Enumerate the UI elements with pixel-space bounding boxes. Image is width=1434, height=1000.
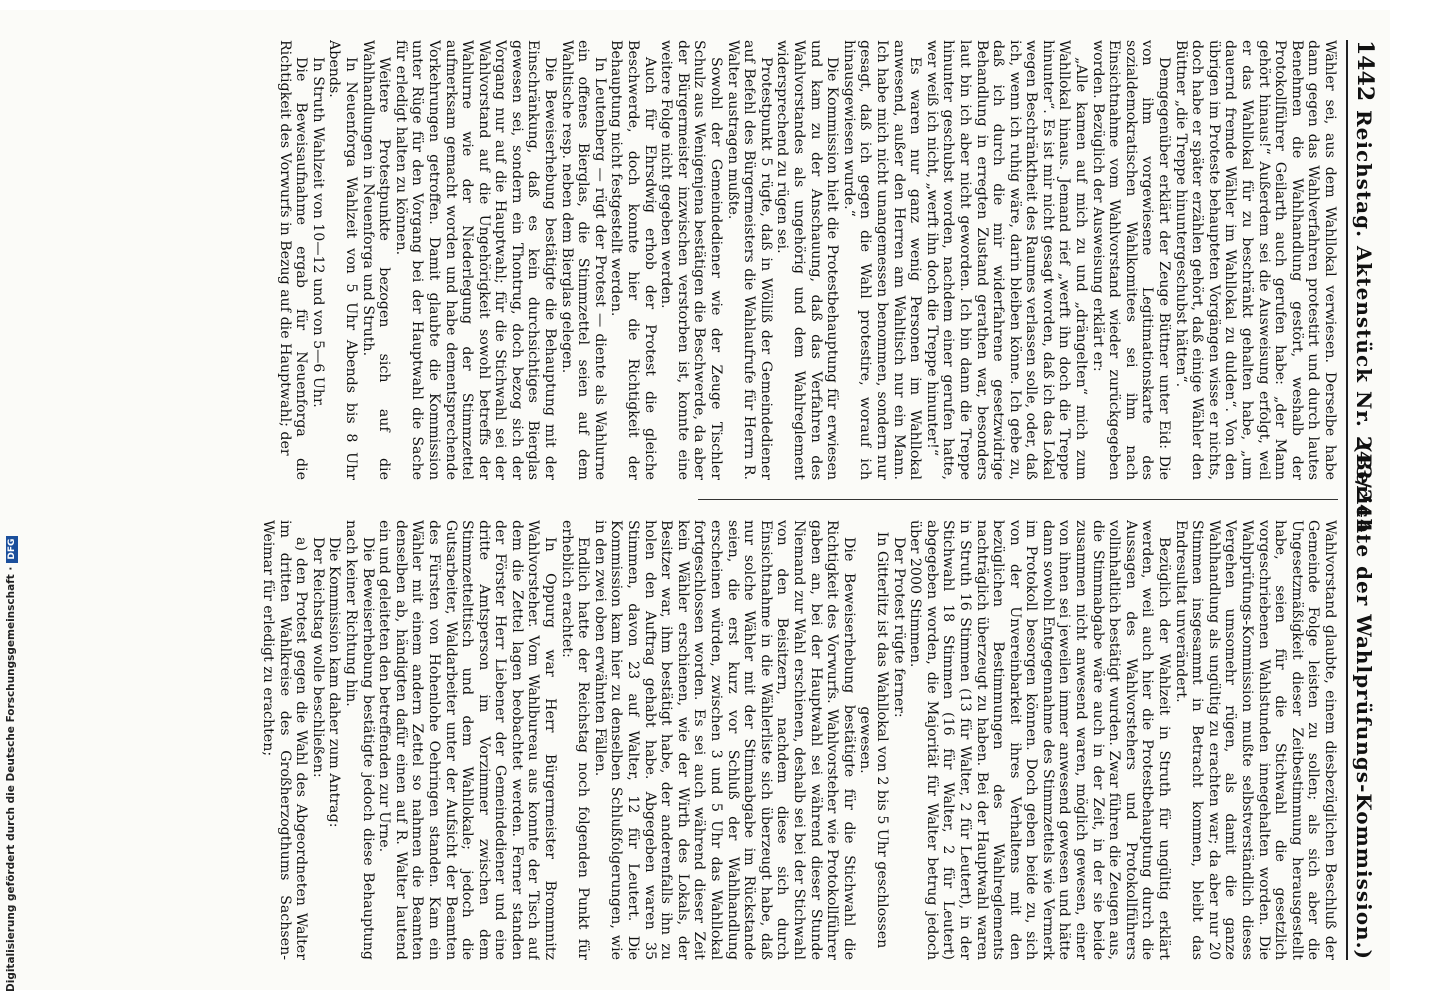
paragraph: In Leutenberg — rügt der Protest — diente als Wahlurne ein offenes Bierglas, die Stimmzettel seien auf dem Wahltische resp. neben dem Bierglas gelegen. [558, 40, 608, 480]
text-column-right [18, 520, 1338, 960]
column-divider [698, 499, 1338, 500]
paragraph: In Gitterlitz ist das Wahllokal von 2 bis 5 Uhr geschlossen gewesen. [857, 531, 890, 949]
paragraph: Die Beweiserhebung bestätigte jedoch diese Behauptung nach keiner Richtung hin. [342, 520, 376, 960]
paragraph: Weitere Protestpunkte bezogen sich auf die Wahlhandlungen in Neuenforga und Struth. [359, 40, 393, 480]
page-header [1346, 40, 1382, 960]
document-page [0, 10, 1390, 990]
paragraph: Der Reichstag wolle beschließen: [309, 537, 326, 778]
paragraph: Die Beweiserhebung bestätigte für die Stichwahl die Richtigkeit des Vorwurfs. Wahlvorsteher wie Protokollführer gaben an, bei der Hauptwahl sei während dieser Stunde Niemand zur Wahl erschienen, deshalb sei bei der Stichwahl von den Beisitzern, nachdem diese sich durch Einsichtnahme in die Wählerliste sich überzeugt habe, daß nur solche Wähler mit der Stimmabgabe im Rückstande seien, die erst kurz vor Schluß der Wahlhandlung erscheinen würden, zwischen 3 und 5 Uhr das Wahllokal fortgeschlossen worden. Es sei auch während dieser Zeit kein Wähler erschienen, wie der Wirth des Lokals, der Besitzer war, ihm bestätigt habe, der anderenfalls ihn zu holen den Auftrag gehabt habe. Abgegeben waren 35 Stimmen, davon 23 auf Walter, 12 für Leutert. Die Kommission kam hier zu denselben Schlußfolgerungen, wie in den zwei oben erwähnten Fällen. [591, 520, 857, 960]
paragraph: Der Protest rügte ferner: [890, 537, 907, 718]
paragraph: „Alle kamen auf mich zu und „drängelten“ mich zum Wahllokal hinaus. Jemand rief „werft ihn doch die Treppe hinunter“. Es ist mir nicht gesagt worden, daß ich das Lokal wegen Beschränktheit des Raumes verlassen solle, oder, daß ich, wenn ich ruhig wäre, darin bleiben könne. Ich gebe zu, daß ich durch die mir widerfahrene gesetzwidrige Behandlung in erregten Zustand gerathen war, besonders laut bin ich aber nicht geworden. Ich bin dann die Treppe hinunter geschubst worden, nachdem einer gerufen hatte, wer weiß ich nicht, „werft ihn doch die Treppe hinunter!“ [923, 40, 1090, 480]
page-number: 1442 [1352, 40, 1378, 102]
paragraph: Bezüglich der Wahlzeit in Struth für ungültig erklärt werden, weil auch hier die Protestbehauptung durch die Aussagen des Wahlvorstehers und Protokollführers vollinhaltlich bestätigt wurden. Zwar führen die Zeugen aus, die Stimmabgabe wäre auch in der Zeit, in der sie beide zusammen nicht anwesend waren, möglich gewesen, einer von ihnen sei jeweilen immer anwesend gewesen und hätte dann sowohl Entgegennahme des Stimmzettels wie Vermerk im Protokoll besorgen können. Doch geben beide zu, sich von der Unvereinbarkeit ihres Verhaltens mit den bezüglichen Bestimmungen des Wahlreglements nachträglich überzeugt zu haben. Bei der Hauptwahl waren in Struth 16 Stimmen (13 für Walter, 2 für Leutert), in der Stichwahl 18 Stimmen (16 für Walter, 2 für Leutert) abgegeben worden, die Majorität für Walter betrug jedoch über 2000 Stimmen. [907, 520, 1173, 960]
paragraph: Demgegenüber erklärt der Zeuge Büttner unter Eid: Die von ihm vorgewiesene Legitimationskarte des sozialdemokratischen Wahlkomitees sei ihm nach Einsichtnahme vom Wahlvorstand wieder zurückgegeben worden. Bezüglich der Ausweisung erklärt er: [1089, 40, 1173, 480]
page-title: Reichstag. Aktenstück Nr. 243/244. [1352, 110, 1376, 542]
paragraph: In Struth Wahlzeit von 10—12 und von 5—6 Uhr. [309, 57, 326, 408]
paragraph: Es waren nur ganz wenig Personen im Wahllokal anwesend, außer den Herren am Wahltisch nur ein Mann. Ich habe mich nicht unangemessen benommen, sondern nur gesagt, daß ich gegen die Wahl protestire, worauf ich hinausgewiesen wurde.“ [840, 40, 924, 480]
paragraph: Die Kommission kam daher zum Antrag: [326, 537, 343, 828]
text-column-left [18, 40, 1338, 480]
paragraph: Protestpunkt 5 rügte, daß in Wölliß der Gemeindediener auf Befehl des Bürgermeisters die Wahlaufrufe für Herrn R. Walter austragen mußte. [724, 40, 774, 480]
paragraph: Endlich hatte der Reichstag noch folgenden Punkt für erheblich erachtet: [558, 520, 592, 960]
section-title: (Berichte der Wahlprüfungs-Kommission.) [1352, 443, 1376, 960]
digitization-credit [4, 2, 18, 992]
paragraph: Die Beweiserhebung bestätigte die Behauptung mit der Einschränkung, daß es kein durchsichtiges Bierglas gewesen sei, sondern ein Thontrug, doch bezog sich der Vorgang nur auf die Hauptwahl; für die Stichwahl sei der Wahlvorstand auf die Ungehörigkeit sowohl betreffs der Wahlurne wie der Niederlegung der Stimmzettel aufmerksam gemacht worden und habe dementsprechende Vorkehrungen getroffen. Damit glaubte die Kommission unter Rüge für den Vorgang bei der Hauptwahl die Sache für erledigt halten zu können. [392, 40, 559, 480]
paragraph: Wähler sei, aus dem Wahllokal verwiesen. Derselbe habe dann gegen das Wahlverfahren protestirt und durch lautes Benehmen die Wahlhandlung gestört, weshalb der Protokollführer Geilarth auch gerufen habe: „der Mann gehört hinaus!“ Außerdem sei die Ausweisung erfolgt, weil er das Wahllokal für zu beschränkt gehalten habe, „um dauernd fremde Wähler im Wahllokal zu dulden“. Von den übrigen im Proteste behaupteten Vorgängen wisse er nichts, doch habe er später erzählen gehört, daß einige Wähler den Büttner „die Treppe hinuntergeschubst hätten“. [1172, 40, 1338, 480]
paragraph: Sowohl der Gemeindediener wie der Zeuge Tischler Schulz aus Wenigenjena bestätigen die Beschwerde, da aber der Bürgermeister inzwischen verstorben ist, konnte eine weitere Folge nicht gegeben werden. [658, 40, 725, 480]
paragraph: Die Beweisaufnahme ergab für Neuenforga die Richtigkeit des Vorwurfs in Bezug auf die Hauptwahl; der [276, 40, 310, 480]
paragraph: In Neuenforga Wahlzeit von 5 Uhr Abends bis 8 Uhr Abends. [326, 40, 359, 480]
paragraph: a) den Protest gegen die Wahl des Abgeordneten Walter im dritten Wahlkreise des Großherzogthums Sachsen-Weimar für erledigt zu erachten; [260, 520, 310, 960]
paragraph: Wahlvorstand glaubte, einem diesbezüglichen Beschluß der Gemeinde Folge leisten zu sollen; als sich aber die Ungesetzmäßigkeit dieser Zeitbestimmung herausgestellt habe, seien für die Stichwahl die gesetzlich vorgeschriebenen Wahlstunden innegehalten worden. Die Wahlprüfungs-Kommission mußte selbstverständlich dieses Vergehen umsomehr rügen, als damit die ganze Wahlhandlung als ungültig zu erachten war; da aber nur 20 Stimmen insgesammt in Betracht kommen, bleibt das Endresultat unverändert. [1172, 520, 1338, 960]
dfg-logo-icon: DFG [6, 536, 18, 563]
credit-text: Digitalisierung gefördert durch die Deutsche Forschungsgemeinschaft · [5, 566, 17, 992]
paragraph: Die Kommission hielt die Protestbehauptung für erwiesen und kam zu der Anschauung, daß das Verfahren des Wahlvorstandes als ungehörig und dem Wahlreglement widersprechend zu rügen sei. [774, 40, 841, 480]
paragraph: In Oppurg war Herr Bürgermeister Brommnitz Wahlvorsteher. Vom Wahlbureau aus konnte der Tisch auf dem die Zettel lagen beobachtet werden. Ferner standen der Förster Herr Liebener der Gemeindediener und eine dritte Amtsperson im Vorzimmer zwischen dem Stimmzettelttisch und dem Wahllokale; jedoch die Gutsarbeiter, Waldarbeiter unter der Aufsicht der Beamten des Fürsten von Hohenlohe Oehringen standen. Kam ein Wähler mit einem andern Zettel so nahmen die Beamten denselben ab, händigten dafür einen auf R. Walter lautend ein und geleiteten den betreffenden zur Urne. [376, 520, 559, 960]
paragraph: Auch für Ehrsdwig erhob der Protest die gleiche Beschwerde, doch konnte hier die Richtigkeit der Behauptung nicht festgestellt werden. [608, 40, 658, 480]
